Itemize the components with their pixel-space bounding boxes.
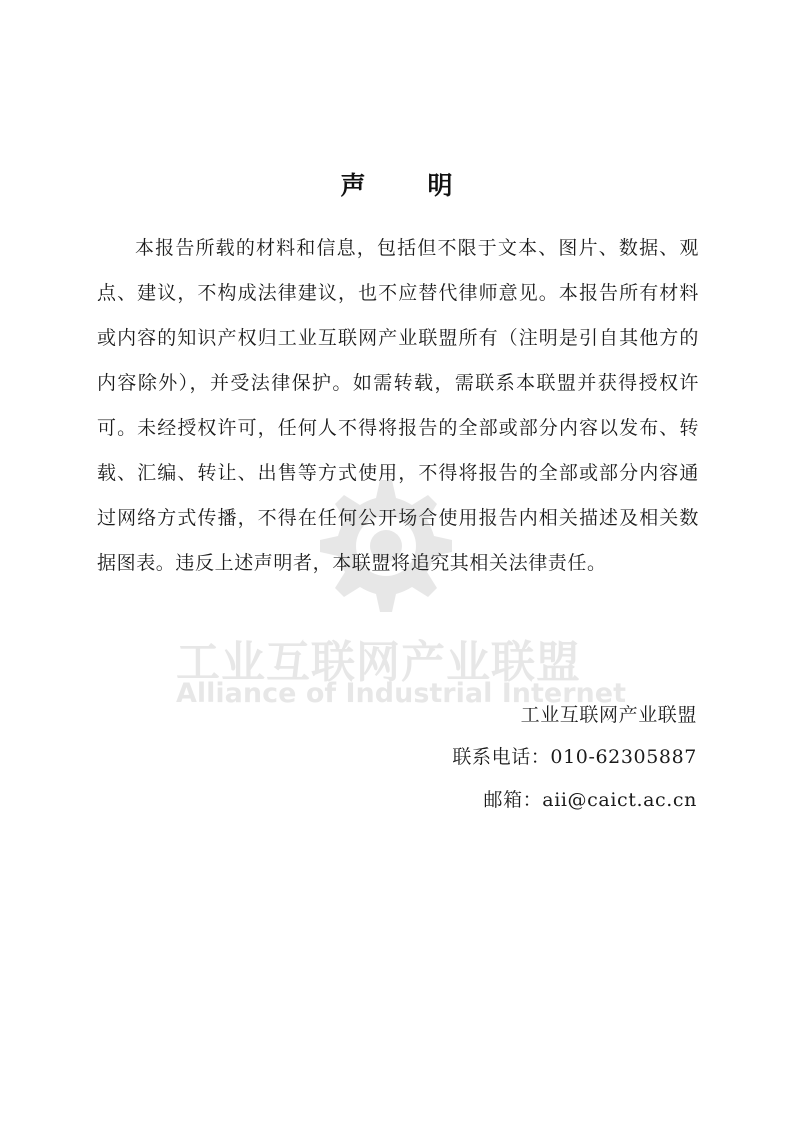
- title-char-2: 明: [427, 171, 453, 200]
- signature-email: 邮箱：aii@caict.ac.cn: [483, 789, 697, 811]
- page-title: [0, 166, 793, 202]
- declaration-body: 本报告所载的材料和信息，包括但不限于文本、图片、数据、观点、建议，不构成法律建议，也不应替代律师意见。本报告所有材料或内容的知识产权归工业互联网产业联盟所有（注明是引自其他方的内容除外），并受法律保护。如需转载，需联系本联盟并获得授权许可。未经授权许可，任何人不得将报告的全部或部分内容以发布、转载、汇编、转让、出售等方式使用，不得将报告的全部或部分内容通过网络方式传播，不得在任何公开场合使用报告内相关描述及相关数据图表。违反上述声明者，本联盟将追究其相关法律责任。: [97, 237, 699, 574]
- signature-organization: 工业互联网产业联盟: [520, 704, 697, 726]
- signature-phone: 联系电话：010-62305887: [452, 746, 697, 768]
- title-char-1: 声: [340, 171, 366, 200]
- watermark-name-en: Alliance of Industrial Internet: [176, 678, 626, 709]
- watermark-name-cn: 工业互联网产业联盟: [176, 637, 581, 688]
